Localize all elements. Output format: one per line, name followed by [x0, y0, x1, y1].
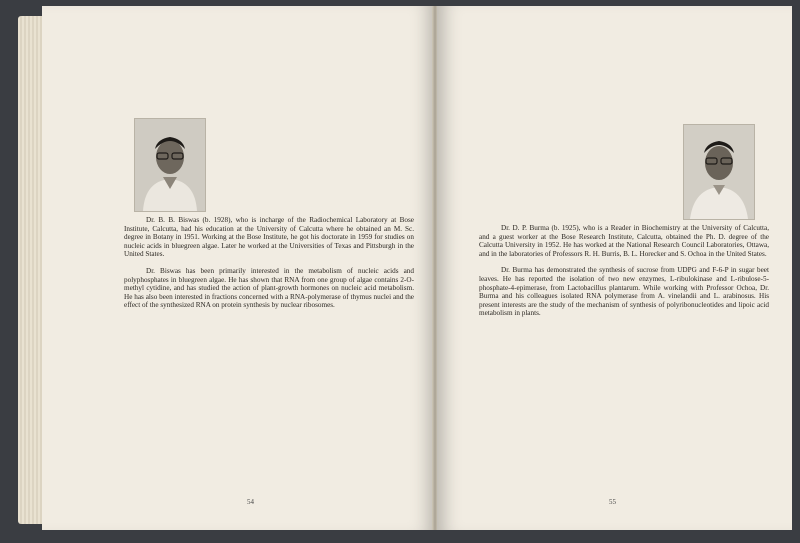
left-page — [42, 6, 435, 530]
right-page — [437, 6, 792, 530]
burma-bio-paragraph-2: Dr. Burma has demonstrated the synthesis of sucrose from UDPG and F-6-P in sugar beet leaves. He has reported the isolation of two new enzymes, L-ribulokinase and L-ribulose-5-phosphate-4-epimerase, from Lactobacillus plantarum. While working with Professor Ochoa, Dr. Burma and his colleagues isolated RNA polymerase from A. vinelandii and L. arabinosus. His present interests are the study of the mechanism of synthesis of polyribonucleotides and lipoic acid metabolism in plants. — [479, 266, 769, 318]
portrait-burma-icon — [684, 125, 754, 219]
open-book — [18, 6, 792, 534]
biswas-bio-paragraph-2: Dr. Biswas has been primarily interested in the metabolism of nucleic acids and polyphosphates in bluegreen algae. He has shown that RNA from one group of algae contains 2-O-methyl cytidine, and has studied the action of plant-growth hormones on nucleic acid metabolism. He has also been interested in fractions concerned with a RNA-polymerase of thymus nuclei and the effect of the synthesized RNA on protein synthesis by nuclear ribosomes. — [124, 266, 414, 310]
portrait-biswas-icon — [135, 119, 205, 211]
page-number-right: 55 — [609, 498, 616, 506]
burma-biography — [479, 224, 769, 318]
page-number-left: 54 — [247, 498, 254, 506]
biswas-biography — [124, 216, 414, 310]
portrait-photo-biswas — [134, 118, 206, 212]
burma-bio-paragraph-1: Dr. D. P. Burma (b. 1925), who is a Reader in Biochemistry at the University of Calcutta, and a guest worker at the Bose Research Institute, Calcutta, obtained the Ph. D. degree of the Calcutta University in 1952. He has worked at the National Research Council Laboratories, Ottawa, and in the laboratories of Professors R. H. Burris, B. L. Horecker and S. Ochoa in the United States. — [479, 224, 769, 258]
portrait-photo-burma — [683, 124, 755, 220]
biswas-bio-paragraph-1: Dr. B. B. Biswas (b. 1928), who is incharge of the Radiochemical Laboratory at Bose Institute, Calcutta, had his education at the University of Calcutta where he obtained an M. Sc. degree in Botany in 1951. Working at the Bose Institute, he got his doctorate in 1959 for studies on nucleic acids in bluegreen algae. Later he worked at the Universities of Texas and Pittsburgh in the United States. — [124, 216, 414, 259]
